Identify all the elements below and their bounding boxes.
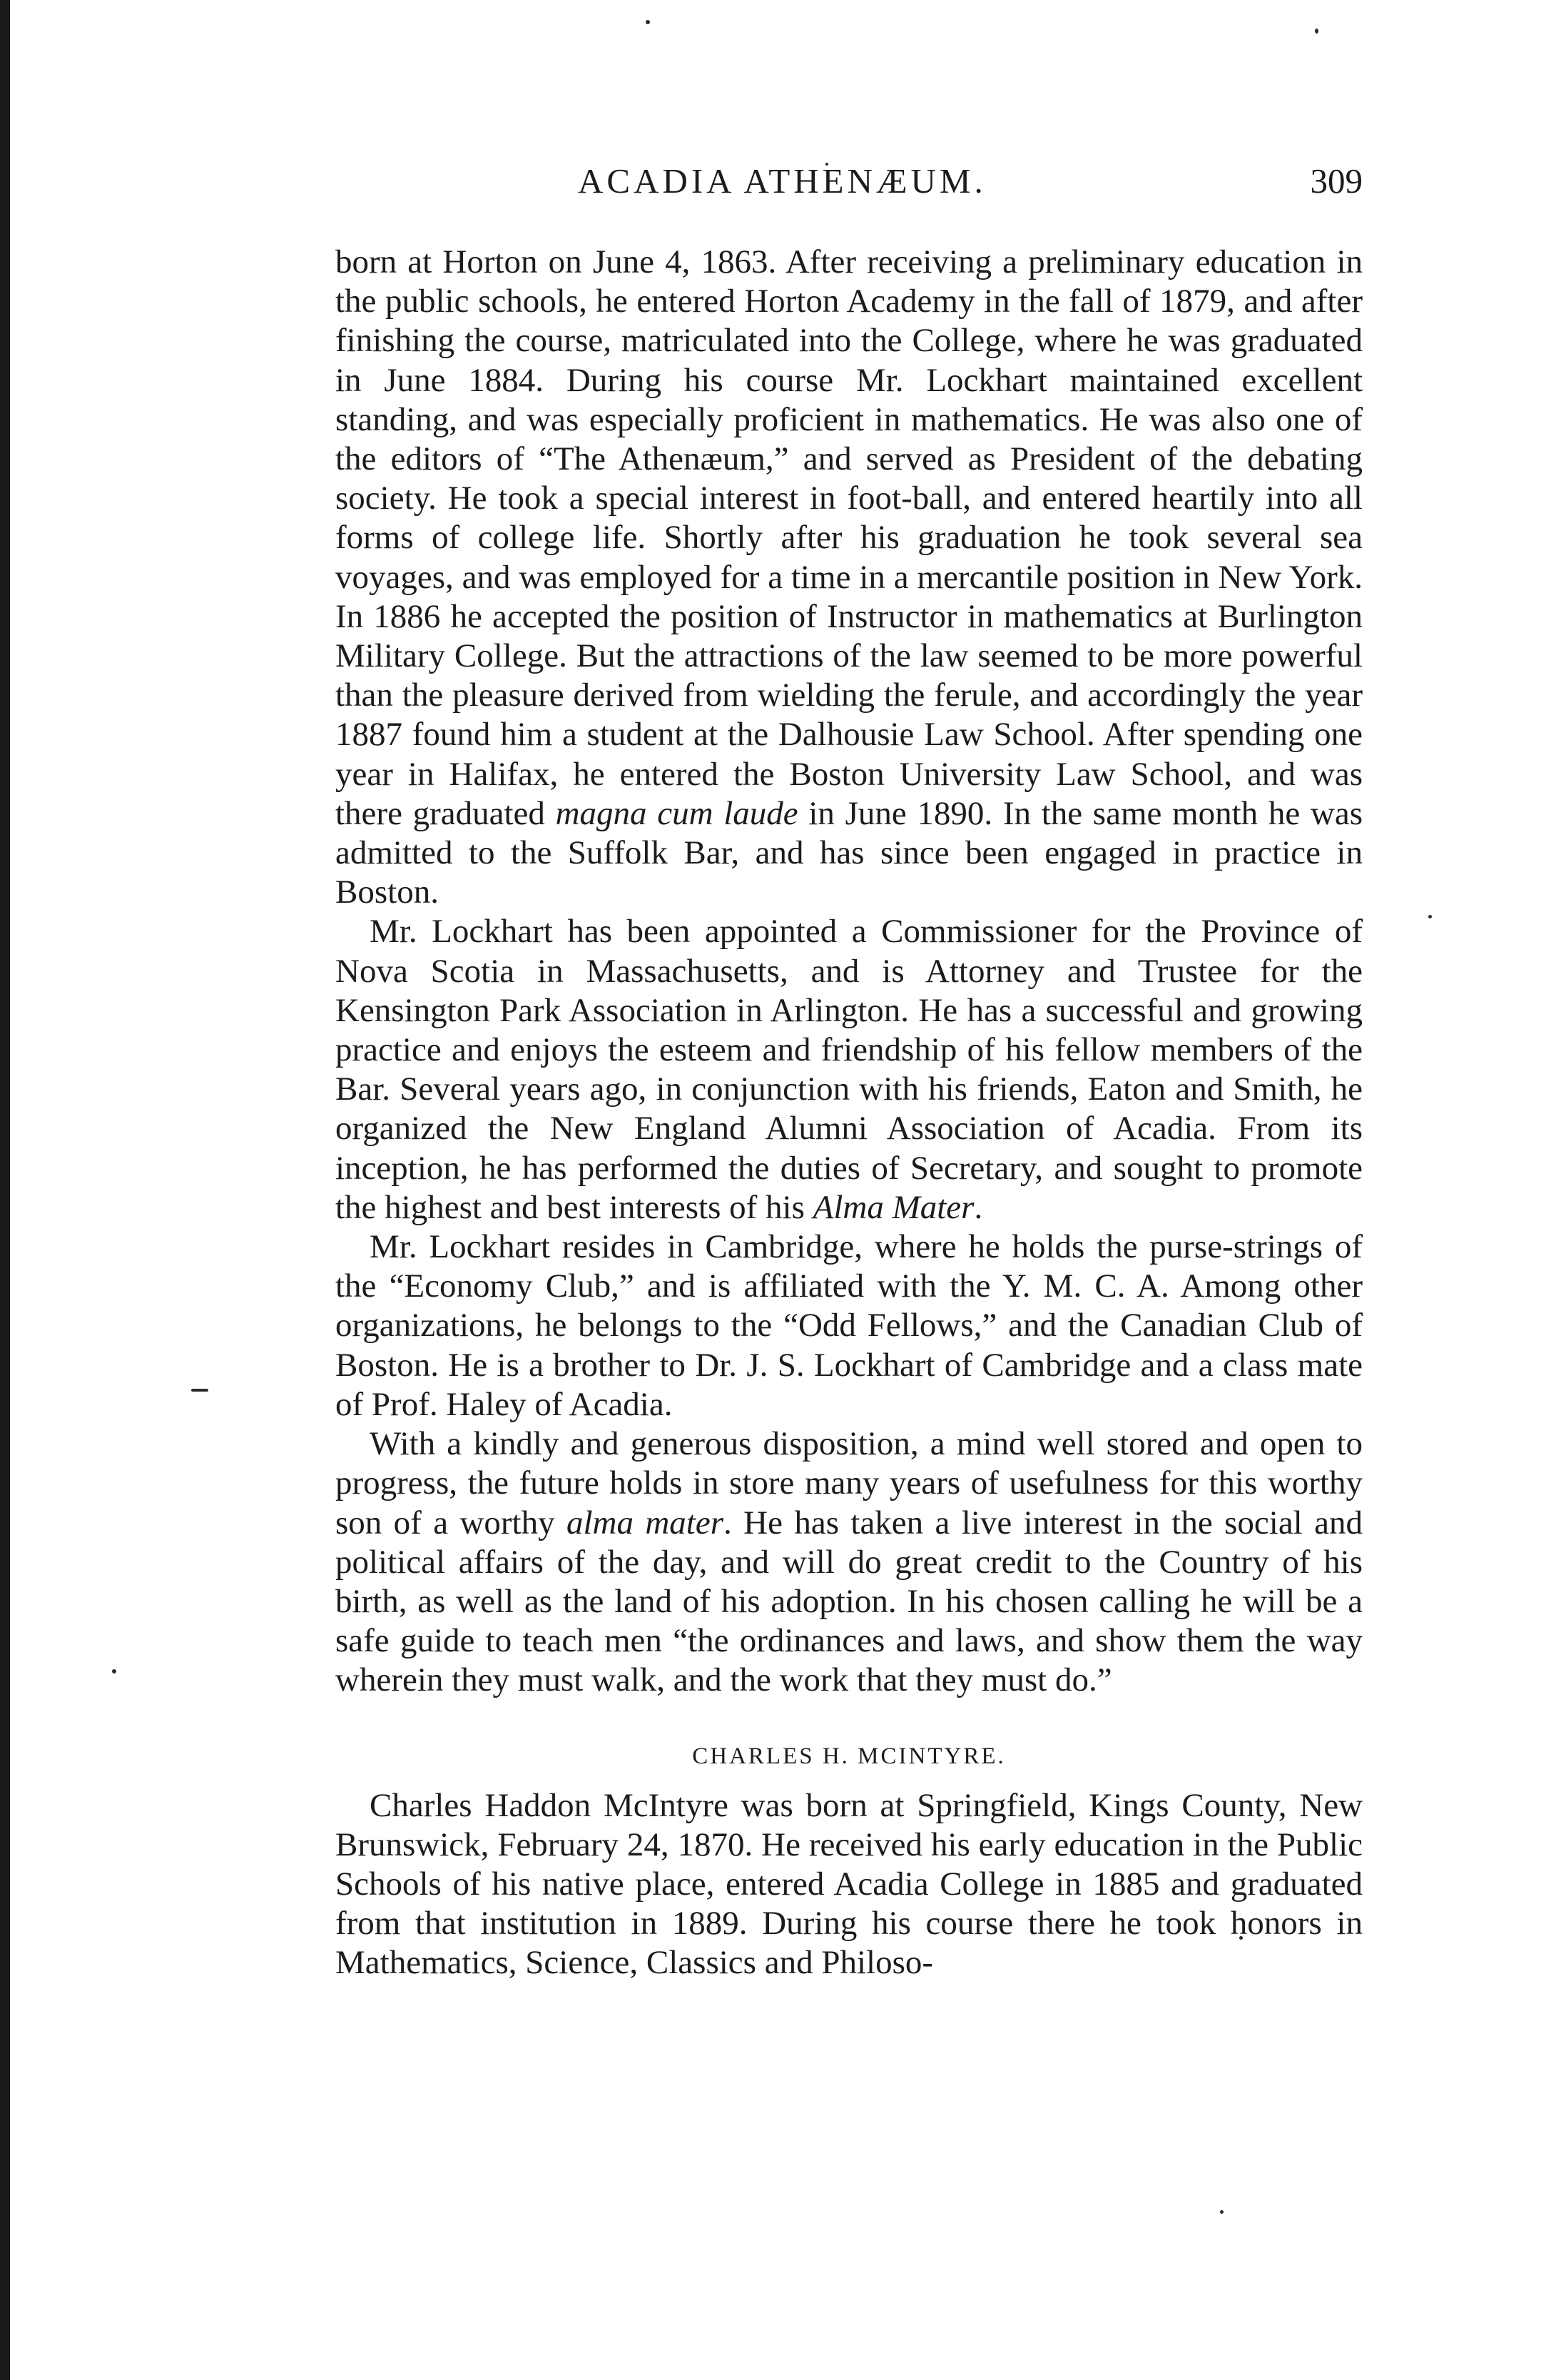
article-body [335,243,1363,1983]
running-title: ACADIA ATHENÆUM. [578,161,987,201]
italic-phrase: alma mater [566,1504,724,1541]
italic-phrase: Alma Mater [813,1188,975,1226]
paragraph-text: . He has taken a live interest in the social and political affairs of the day, and will do great credit to the Country of his birth, as well as the land of his adoption. In his chosen calling he will be a safe guide to teach men “the ordinances and laws, and show them the way wherein they must walk, and the work that they must do.” [335,1504,1363,1699]
paragraph-text: With a kindly and generous disposition, a mind well stored and open to progress, the future holds in store many years of usefulness for this worthy son of a worthy [335,1425,1363,1541]
paragraph-text: Mr. Lockhart has been appointed a Commissioner for the Province of Nova Scotia in Massachusetts, and is Attorney and Trustee for the Kensington Park Association in Arlington. He has a successful and growing practice and enjoys the esteem and friendship of his fellow members of the Bar. Several years ago, in conjunction with his friends, Eaton and Smith, he organized the New England Alumni Association of Acadia. From its inception, he has performed the duties of Secretary, and sought to promote the highest and best interests of his [335,913,1363,1226]
scan-speck [191,1389,208,1392]
paragraph [335,912,1363,1227]
paragraph: Mr. Lockhart resides in Cambridge, where he holds the purse-strings of the “Economy Club,” and is affiliated with the Y. M. C. A. Among other organizations, he belongs to the “Odd Fellows,” and the Canadian Club of Boston. He is a brother to Dr. J. S. Lockhart of Cambridge and a class mate of Prof. Haley of Acadia. [335,1228,1363,1423]
scan-speck [646,20,650,24]
paragraph-continued [335,243,1363,912]
paragraph [335,1424,1363,1700]
paragraph-text: in June 1890. In the same month he was admitted to the Suffolk Bar, and has since been engaged in practice in Boston. [335,794,1363,911]
italic-phrase: magna cum laude [555,794,798,832]
paragraph-text: . [974,1188,983,1226]
page-number: 309 [1310,161,1363,201]
scan-speck [1220,2210,1224,2214]
scan-speck [112,1669,116,1673]
page-edge-scan-shadow [0,0,10,2380]
paragraph: Charles Haddon McIntyre was born at Springfield, Kings County, New Brunswick, February 24, 1870. He received his early education in the Public Schools of his native place, entered Acadia College in 1885 and graduated from that institution in 1889. During his course there he took honors in Mathematics, Science, Classics and Philoso- [335,1786,1363,1982]
paragraph-text: born at Horton on June 4, 1863. After receiving a preliminary education in the public schools, he entered Horton Academy in the fall of 1879, and after finishing the course, matriculated into the College, where he was graduated in June 1884. During his course Mr. Lockhart maintained excellent standing, and was especially proficient in mathematics. He was also one of the editors of “The Athenæum,” and served as President of the debating society. He took a special interest in foot-ball, and entered heartily into all forms of college life. Shortly after his graduation he took several sea voyages, and was employed for a time in a mercantile position in New York. In 1886 he accepted the position of Instructor in mathematics at Burlington Military College. But the attractions of the law seemed to be more powerful than the pleasure derived from wielding the ferule, and accordingly the year 1887 found him a student at the Dalhousie Law School. After spending one year in Halifax, he entered the Boston University Law School, and was there graduated [335,243,1363,832]
scan-speck [1428,915,1432,918]
scan-speck [1315,29,1318,34]
page-header [335,161,1363,218]
section-heading: CHARLES H. MCINTYRE. [692,1743,1006,1769]
